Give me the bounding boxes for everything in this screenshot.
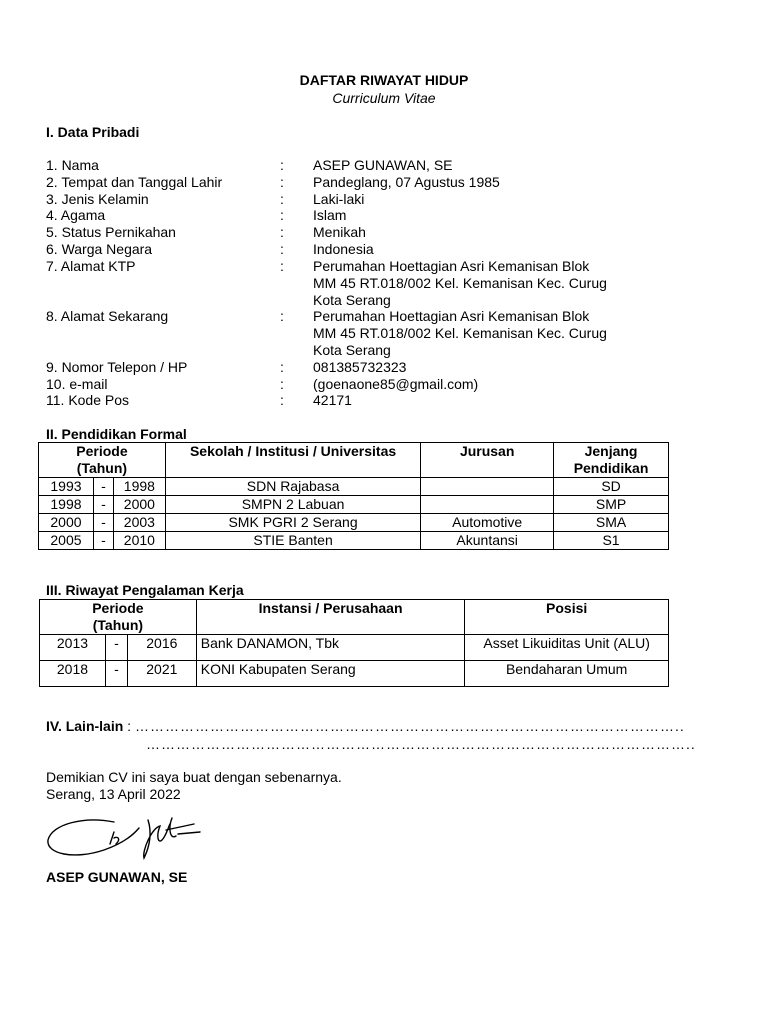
year-dash: - [93, 514, 113, 532]
header-sekolah: Sekolah / Institusi / Universitas [165, 443, 420, 478]
table-row [40, 635, 669, 661]
table-row [40, 661, 669, 687]
year-to: 1998 [113, 478, 165, 496]
personal-value: Islam [313, 207, 347, 223]
header-periode-label: Periode [92, 600, 144, 616]
year-to: 2021 [127, 661, 196, 687]
personal-value: ASEP GUNAWAN, SE [313, 157, 453, 173]
address-line: Perumahan Hoettagian Asri Kemanisan Blok [313, 258, 590, 274]
year-from: 2013 [40, 635, 106, 661]
school-name: SMK PGRI 2 Serang [165, 514, 420, 532]
header-posisi: Posisi [465, 600, 669, 635]
table-row [39, 514, 669, 532]
section-heading-data-pribadi: I. Data Pribadi [46, 124, 140, 140]
colon: : [280, 241, 284, 257]
personal-label: 6. Warga Negara [46, 241, 153, 257]
header-instansi: Instansi / Perusahaan [196, 600, 465, 635]
address-line: Kota Serang [313, 342, 391, 358]
colon: : [280, 207, 284, 223]
year-dash: - [93, 496, 113, 514]
colon: : [280, 308, 284, 324]
year-dash: - [93, 478, 113, 496]
colon: : [280, 359, 284, 375]
personal-label: 11. Kode Pos [46, 392, 130, 408]
year-from: 2005 [39, 532, 94, 550]
year-to: 2000 [113, 496, 165, 514]
major [421, 496, 554, 514]
education-level: SMP [554, 496, 669, 514]
major [421, 478, 554, 496]
year-to: 2003 [113, 514, 165, 532]
school-name: STIE Banten [165, 532, 420, 550]
header-periode [39, 443, 166, 478]
section-heading-pendidikan: II. Pendidikan Formal [46, 426, 187, 442]
header-jenjang-sub: Pendidikan [573, 460, 649, 476]
dotted-fill-line: ……………………………………………………………………………………………….. [146, 736, 696, 752]
company-name: KONI Kabupaten Serang [196, 661, 465, 687]
position: Bendaharan Umum [465, 661, 669, 687]
colon: : [280, 376, 284, 392]
year-dash: - [93, 532, 113, 550]
personal-value: (goenaone85@gmail.com) [313, 376, 479, 392]
personal-value: Laki-laki [313, 191, 365, 207]
school-name: SDN Rajabasa [165, 478, 420, 496]
table-row [39, 532, 669, 550]
closing-statement: Demikian CV ini saya buat dengan sebenarnya. [46, 769, 342, 785]
signature-image [44, 810, 204, 868]
signer-name: ASEP GUNAWAN, SE [46, 869, 188, 885]
personal-value: 081385732323 [313, 359, 407, 375]
year-from: 1998 [39, 496, 94, 514]
personal-label: 2. Tempat dan Tanggal Lahir [46, 174, 223, 190]
colon: : [280, 224, 284, 240]
lain-lain-line [46, 718, 685, 734]
table-row [39, 478, 669, 496]
colon: : [280, 157, 284, 173]
table-header-row [40, 600, 669, 635]
separator: : [123, 718, 135, 734]
colon: : [280, 191, 284, 207]
document-title: DAFTAR RIWAYAT HIDUP [299, 72, 469, 88]
personal-value: Indonesia [313, 241, 374, 257]
education-level: S1 [554, 532, 669, 550]
colon: : [280, 258, 284, 274]
personal-label: 5. Status Pernikahan [46, 224, 176, 240]
position: Asset Likuiditas Unit (ALU) [465, 635, 669, 661]
year-from: 1993 [39, 478, 94, 496]
header-jenjang-label: Jenjang [584, 443, 638, 459]
year-from: 2000 [39, 514, 94, 532]
address-line: Perumahan Hoettagian Asri Kemanisan Blok [313, 308, 590, 324]
year-dash: - [105, 661, 127, 687]
section-heading-pengalaman: III. Riwayat Pengalaman Kerja [46, 582, 244, 598]
year-dash: - [105, 635, 127, 661]
table-header-row [39, 443, 669, 478]
school-name: SMPN 2 Labuan [165, 496, 420, 514]
personal-value: 42171 [313, 392, 352, 408]
personal-label: 9. Nomor Telepon / HP [46, 359, 188, 375]
year-to: 2016 [127, 635, 196, 661]
table-row [39, 496, 669, 514]
personal-label: 8. Alamat Sekarang [46, 308, 169, 324]
address-line: MM 45 RT.018/002 Kel. Kemanisan Kec. Curug [313, 275, 607, 291]
major: Akuntansi [421, 532, 554, 550]
year-to: 2010 [113, 532, 165, 550]
company-name: Bank DANAMON, Tbk [196, 635, 465, 661]
personal-value: Menikah [313, 224, 366, 240]
major: Automotive [421, 514, 554, 532]
personal-label: 10. e-mail [46, 376, 108, 392]
document-subtitle: Curriculum Vitae [332, 90, 436, 106]
colon: : [280, 392, 284, 408]
year-from: 2018 [40, 661, 106, 687]
dotted-fill-line: ……………………………………………………………………………………………….. [134, 718, 685, 734]
education-level: SD [554, 478, 669, 496]
header-jenjang [554, 443, 669, 478]
header-periode-label: Periode [76, 443, 128, 459]
personal-value: Pandeglang, 07 Agustus 1985 [313, 174, 500, 190]
personal-label: 3. Jenis Kelamin [46, 191, 149, 207]
address-line: Kota Serang [313, 292, 391, 308]
header-periode [40, 600, 197, 635]
personal-label: 4. Agama [46, 207, 106, 223]
work-experience-table [39, 599, 669, 687]
header-jurusan: Jurusan [421, 443, 554, 478]
header-periode-sub: (Tahun) [92, 617, 144, 633]
education-level: SMA [554, 514, 669, 532]
section-heading-lain-lain: IV. Lain-lain [46, 718, 124, 734]
address-line: MM 45 RT.018/002 Kel. Kemanisan Kec. Curug [313, 325, 607, 341]
personal-label: 1. Nama [46, 157, 99, 173]
colon: : [280, 174, 284, 190]
place-date: Serang, 13 April 2022 [46, 786, 181, 802]
header-periode-sub: (Tahun) [76, 460, 128, 476]
personal-label: 7. Alamat KTP [46, 258, 136, 274]
education-table [38, 442, 669, 550]
